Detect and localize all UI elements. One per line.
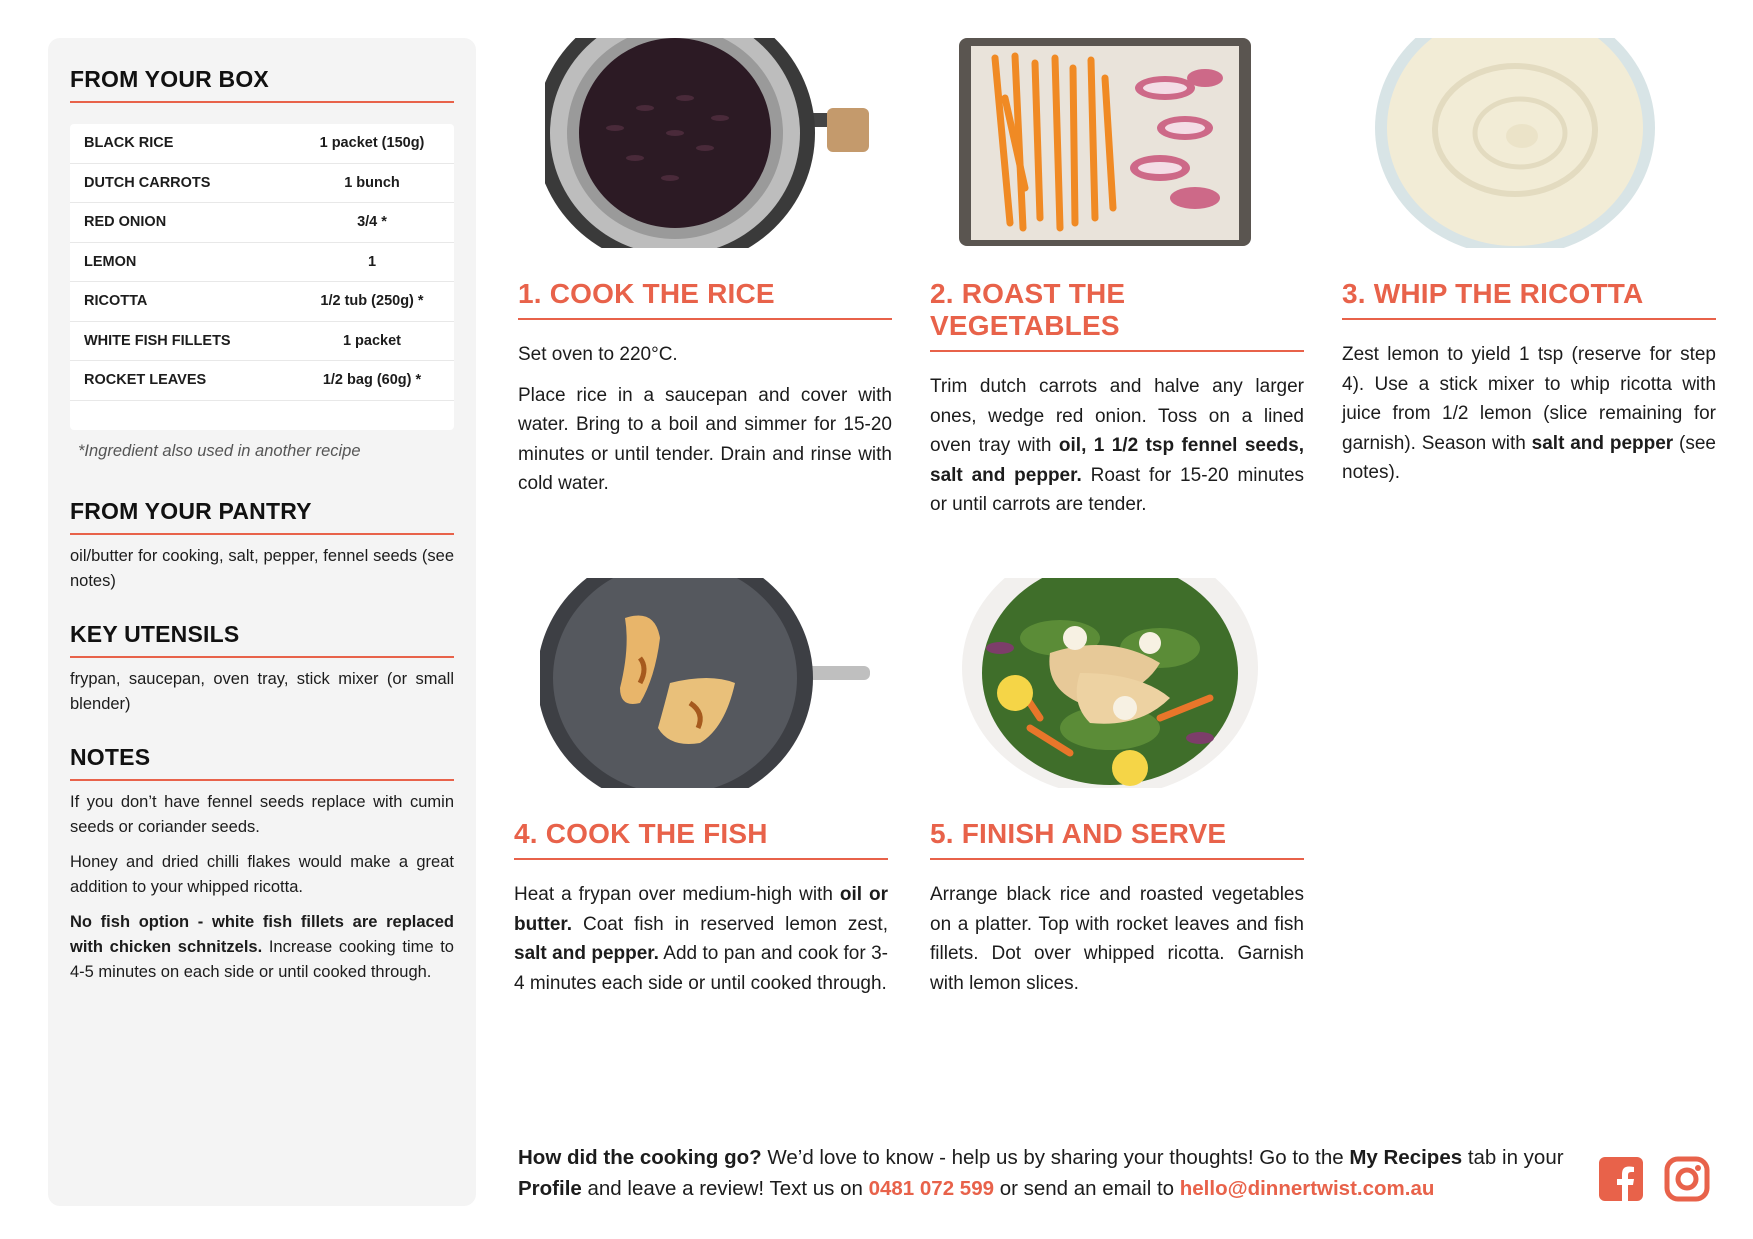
- step-paragraph: [930, 372, 1304, 520]
- step-bold: oil or butter.: [514, 884, 888, 935]
- step-bold: salt and pepper.: [514, 943, 659, 964]
- instagram-icon[interactable]: [1664, 1156, 1710, 1202]
- box-title: FROM YOUR BOX: [70, 66, 454, 103]
- review-footer: [518, 1142, 1578, 1204]
- step-paragraph: Set oven to 220°C.: [518, 344, 678, 365]
- step-text: (see notes).: [1342, 432, 1716, 483]
- step-body: [1342, 340, 1716, 488]
- ingredient-qty: 1 bunch: [344, 174, 400, 191]
- table-row: [70, 164, 454, 204]
- note-bold: No fish option - white fish fillets are replaced with chicken schnitzels.: [70, 913, 454, 956]
- ricotta-bowl-image: [1370, 38, 1660, 248]
- step-text: Heat a frypan over medium-high with: [514, 884, 840, 905]
- step-title: 1. COOK THE RICE: [518, 278, 892, 320]
- phone-link[interactable]: 0481 072 599: [868, 1177, 994, 1200]
- rice-sieve-image: [545, 38, 885, 248]
- footer-text: We’d love to know - help us by sharing your thoughts! Go to the: [761, 1146, 1350, 1169]
- my-recipes-label: My Recipes: [1349, 1146, 1463, 1169]
- table-row: [70, 361, 454, 401]
- ingredient-qty: 1 packet (150g): [319, 135, 425, 152]
- table-row: [70, 282, 454, 322]
- ingredient-qty: 1/2 bag (60g) *: [322, 372, 422, 389]
- ingredient-qty: 1 packet: [342, 332, 402, 349]
- pantry-text: oil/butter for cooking, salt, pepper, fennel seeds (see notes): [70, 547, 454, 590]
- step-paragraph: [1342, 340, 1716, 488]
- table-row: [70, 124, 454, 164]
- step-1: [518, 278, 892, 510]
- roast-tray-image: [955, 38, 1255, 248]
- step-paragraph: [514, 880, 888, 998]
- ingredient-qty: 3/4 *: [357, 214, 387, 231]
- step-body: [930, 880, 1304, 998]
- notes-title: NOTES: [70, 744, 454, 781]
- email-link[interactable]: hello@dinnertwist.com.au: [1179, 1177, 1435, 1200]
- note-text: Increase cooking time to 4-5 minutes on each side or until cooked through.: [70, 938, 454, 981]
- step-body: [518, 340, 892, 499]
- finished-dish-image: [960, 578, 1270, 788]
- ingredient-name: WHITE FISH FILLETS: [84, 332, 231, 349]
- ingredients-table: [70, 124, 454, 430]
- profile-label: Profile: [518, 1177, 582, 1200]
- notes-text: [70, 790, 454, 995]
- pantry-title: FROM YOUR PANTRY: [70, 498, 454, 535]
- ingredient-name: RED ONION: [84, 214, 167, 231]
- ingredient-name: DUTCH CARROTS: [84, 174, 211, 191]
- utensils-title: KEY UTENSILS: [70, 621, 454, 658]
- ingredients-sidebar: [48, 38, 476, 1206]
- table-row: [70, 322, 454, 362]
- step-title: 2. ROAST THE VEGETABLES: [930, 278, 1304, 352]
- table-row: [70, 243, 454, 283]
- step-4: [514, 818, 888, 1009]
- step-bold: salt and pepper: [1531, 432, 1674, 454]
- note-paragraph: If you don’t have fennel seeds replace with cumin seeds or coriander seeds.: [70, 793, 454, 836]
- step-title: 5. FINISH AND SERVE: [930, 818, 1304, 860]
- step-text: Roast for 15-20 minutes or until carrots are tender.: [930, 464, 1305, 515]
- footer-bold: How did the cooking go?: [518, 1146, 762, 1169]
- step-text: Add to pan and cook for 3-4 minutes each side or until cooked through.: [514, 943, 888, 994]
- step-2: [930, 278, 1304, 531]
- step-title: 4. COOK THE FISH: [514, 818, 888, 860]
- footer-text: or send an email to: [994, 1177, 1180, 1200]
- footer-text: tab in your: [1462, 1146, 1564, 1169]
- facebook-icon[interactable]: [1598, 1156, 1644, 1202]
- step-text: Coat fish in reserved lemon zest,: [572, 913, 888, 935]
- step-3: [1342, 278, 1716, 499]
- step-text: Trim dutch carrots and halve any larger ones, wedge red onion. Toss on a lined oven tray with: [930, 376, 1304, 456]
- table-row: [70, 203, 454, 243]
- ingredient-name: ROCKET LEAVES: [84, 372, 207, 389]
- step-bold: oil, 1 1/2 tsp fennel seeds, salt and pepper.: [930, 435, 1304, 486]
- step-title: 3. WHIP THE RICOTTA: [1342, 278, 1716, 320]
- ingredient-footnote: *Ingredient also used in another recipe: [78, 442, 361, 460]
- step-body: [930, 372, 1304, 520]
- utensils-text: frypan, saucepan, oven tray, stick mixer (or small blender): [70, 670, 454, 713]
- ingredient-qty: 1: [367, 253, 377, 270]
- footer-text: and leave a review! Text us on: [581, 1177, 869, 1200]
- ingredient-name: BLACK RICE: [84, 135, 174, 152]
- step-text: Zest lemon to yield 1 tsp (reserve for step 4). Use a stick mixer to whip ricotta with juice from 1/2 lemon (slice remaining for garnish). Season with: [1342, 344, 1716, 454]
- ingredient-name: RICOTTA: [84, 293, 148, 310]
- step-paragraph: Place rice in a saucepan and cover with water. Bring to a boil and simmer for 15-20 minutes or until tender. Drain and rinse with cold water.: [518, 384, 892, 494]
- step-paragraph: Arrange black rice and roasted vegetables on a platter. Top with rocket leaves and fish fillets. Dot over whipped ricotta. Garnish with lemon slices.: [930, 884, 1304, 994]
- ingredient-qty: 1/2 tub (250g) *: [320, 293, 424, 310]
- note-paragraph: [70, 910, 454, 985]
- step-body: [514, 880, 888, 998]
- ingredient-name: LEMON: [84, 253, 137, 270]
- step-5: [930, 818, 1304, 1009]
- fish-frypan-image: [540, 578, 880, 788]
- note-paragraph: Honey and dried chilli flakes would make a great addition to your whipped ricotta.: [70, 853, 454, 896]
